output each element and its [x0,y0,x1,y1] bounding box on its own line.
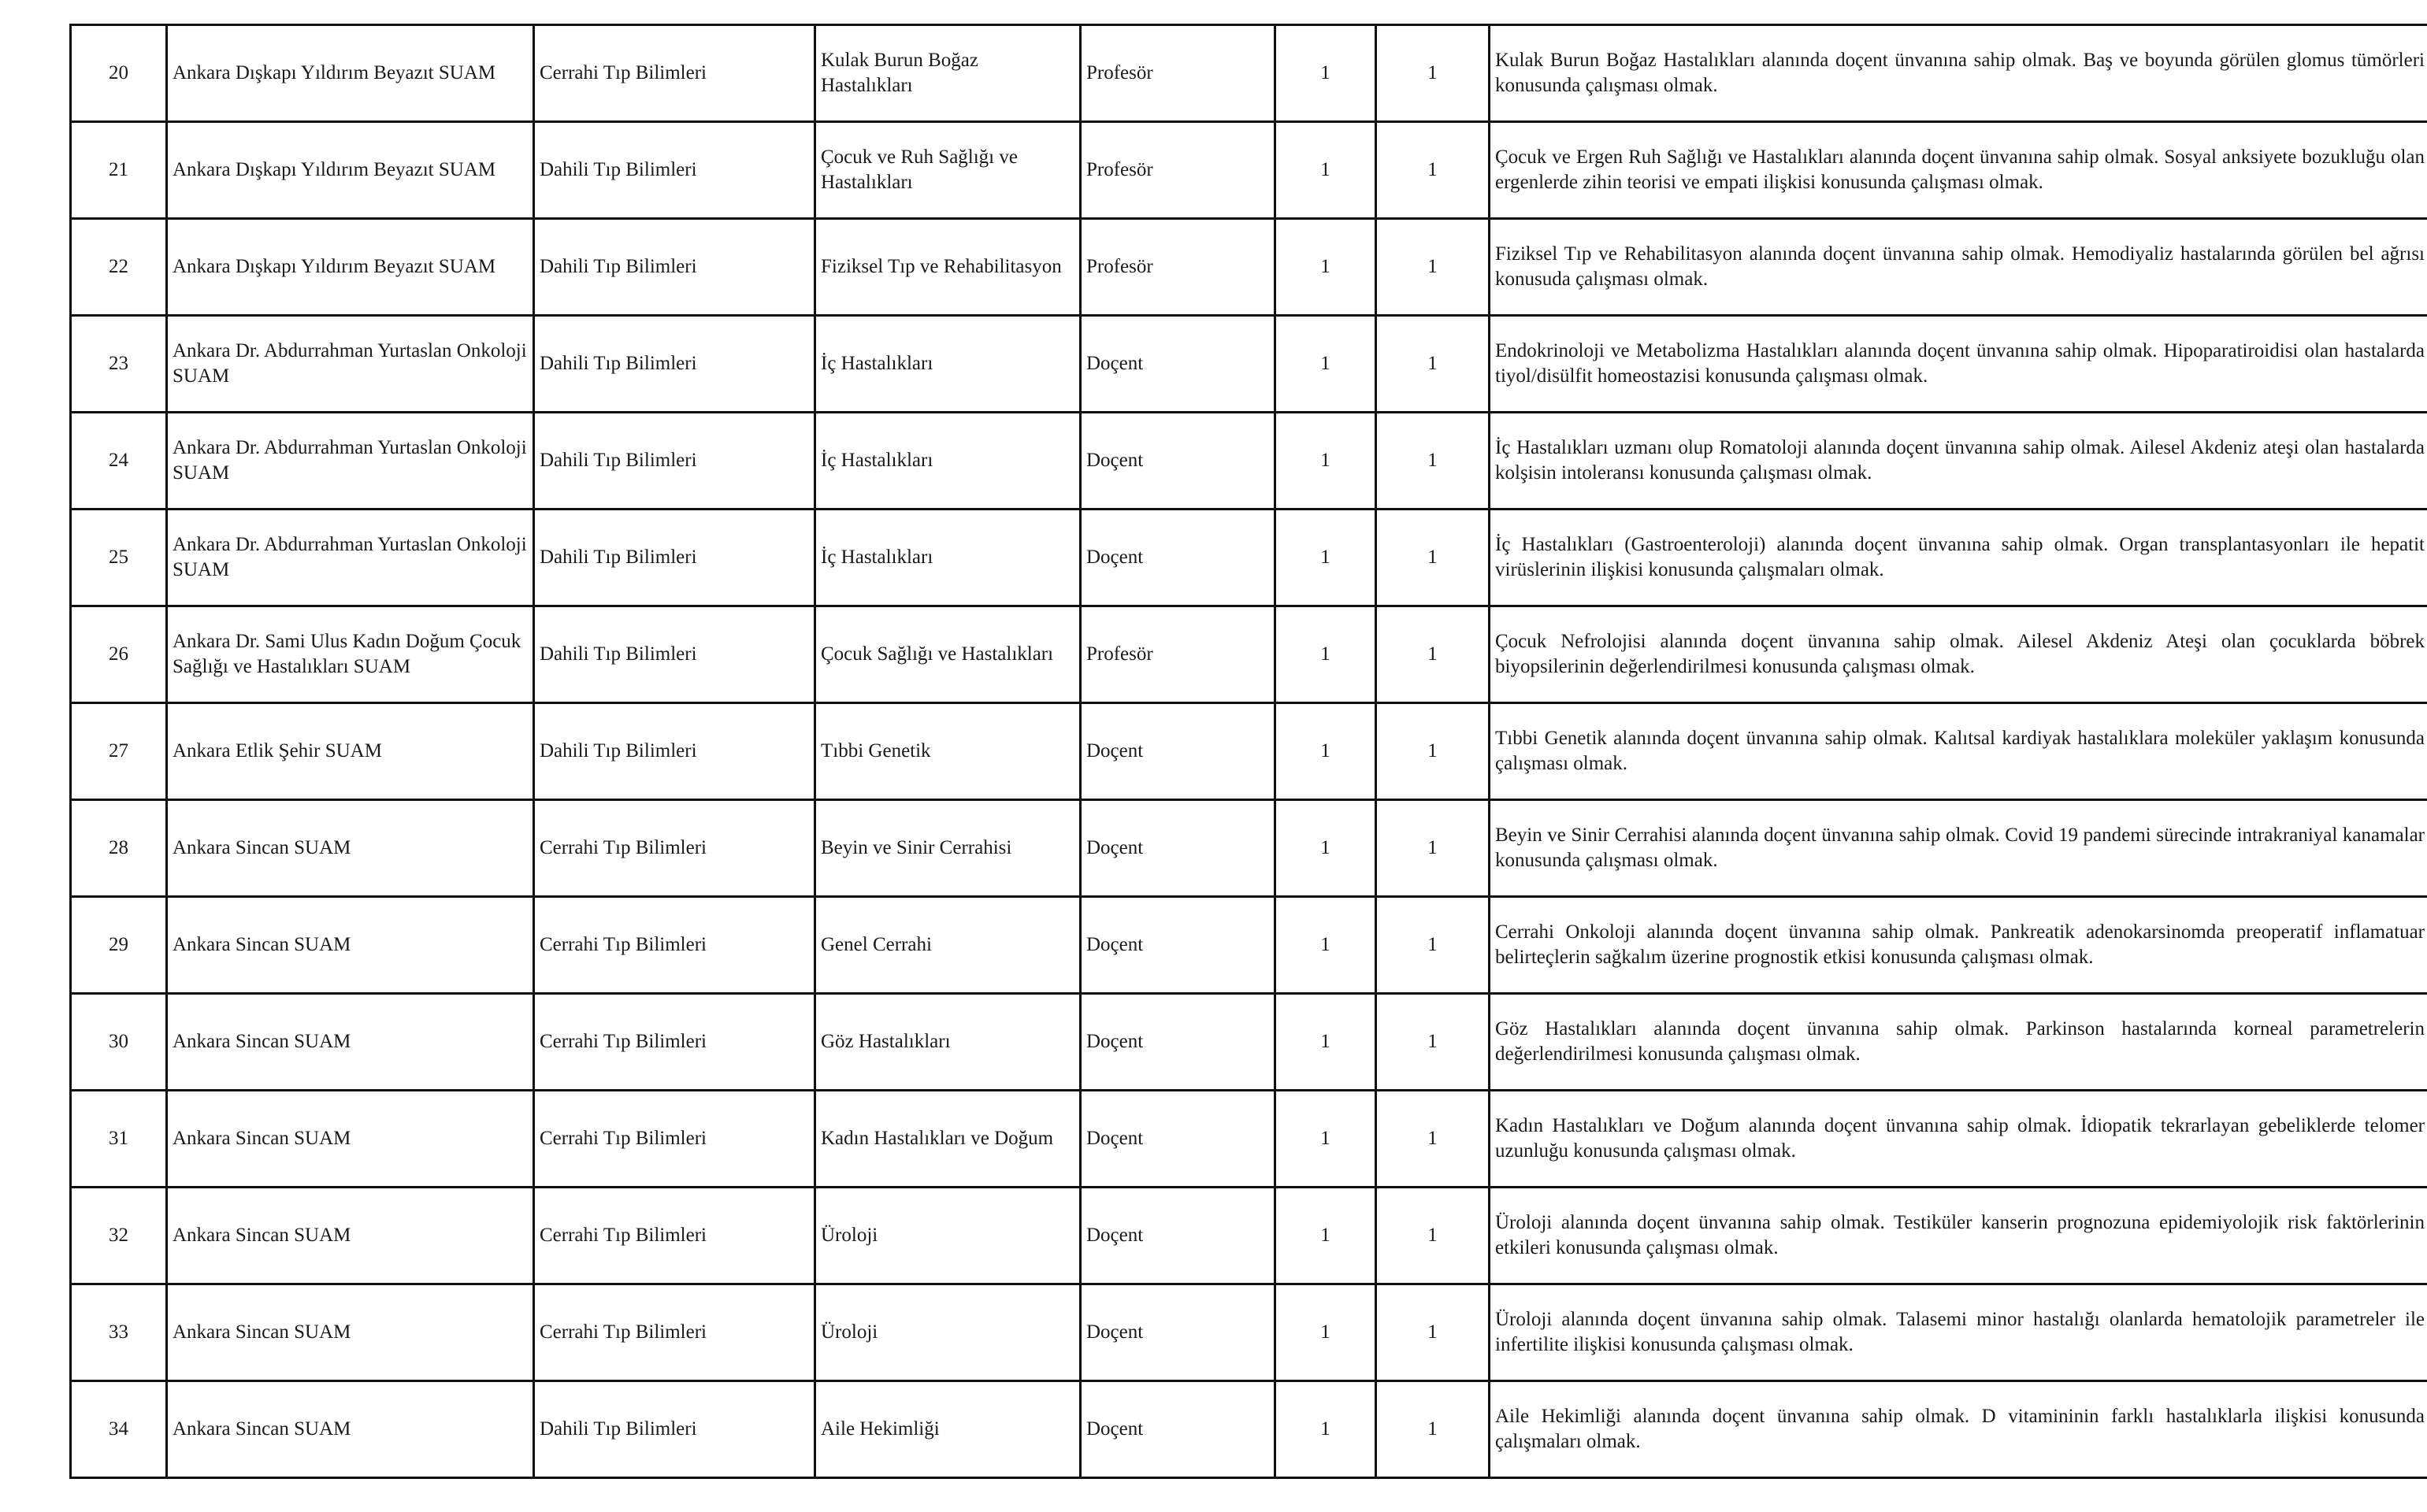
department-cell: Dahili Tıp Bilimleri [534,510,815,606]
institution-cell: Ankara Dr. Abdurrahman Yurtaslan Onkoloji SUAM [167,510,534,606]
table-row [71,219,2427,316]
academic-title-cell: Doçent [1081,703,1275,800]
institution-cell: Ankara Dışkapı Yıldırım Beyazıt SUAM [167,25,534,122]
condition-cell: Tıbbi Genetik alanında doçent ünvanına sahip olmak. Kalıtsal kardiyak hastalıklara moleküler yaklaşım konusunda çalışması olmak. [1490,703,2427,800]
academic-title-cell: Doçent [1081,1381,1275,1478]
position-count-cell: 1 [1275,606,1376,703]
specialty-cell: Beyin ve Sinir Cerrahisi [815,800,1081,897]
academic-title-cell: Doçent [1081,800,1275,897]
row-number: 23 [71,316,167,413]
row-number: 34 [71,1381,167,1478]
position-count-cell: 1 [1376,413,1490,510]
institution-cell: Ankara Dışkapı Yıldırım Beyazıt SUAM [167,219,534,316]
institution-cell: Ankara Sincan SUAM [167,897,534,994]
position-count-cell: 1 [1275,25,1376,122]
academic-title-cell: Doçent [1081,1188,1275,1284]
condition-cell: İç Hastalıkları (Gastroenteroloji) alanında doçent ünvanına sahip olmak. Organ transplantasyonları ile hepatit virüslerinin ilişkisi konusunda çalışmaları olmak. [1490,510,2427,606]
condition-cell: Kadın Hastalıkları ve Doğum alanında doçent ünvanına sahip olmak. İdiopatik tekrarlayan gebeliklerde telomer uzunluğu konusunda çalışması olmak. [1490,1091,2427,1188]
position-count-cell: 1 [1275,800,1376,897]
specialty-cell: Üroloji [815,1188,1081,1284]
specialty-cell: Fiziksel Tıp ve Rehabilitasyon [815,219,1081,316]
table-body [71,25,2427,1478]
specialty-cell: Çocuk Sağlığı ve Hastalıkları [815,606,1081,703]
condition-cell: Cerrahi Onkoloji alanında doçent ünvanına sahip olmak. Pankreatik adenokarsinomda preoperatif inflamatuar belirteçlerin sağkalım üzerine prognostik etkisi konusunda çalışması olmak. [1490,897,2427,994]
position-count-cell: 1 [1275,122,1376,219]
position-count-cell: 1 [1376,606,1490,703]
position-count-cell: 1 [1275,413,1376,510]
academic-title-cell: Doçent [1081,994,1275,1091]
table-row [71,994,2427,1091]
condition-cell: Üroloji alanında doçent ünvanına sahip olmak. Talasemi minor hastalığı olanlarda hematolojik parametreler ile infertilite ilişkisi konusunda çalışması olmak. [1490,1284,2427,1381]
department-cell: Dahili Tıp Bilimleri [534,219,815,316]
institution-cell: Ankara Etlik Şehir SUAM [167,703,534,800]
specialty-cell: Genel Cerrahi [815,897,1081,994]
institution-cell: Ankara Dr. Abdurrahman Yurtaslan Onkoloji SUAM [167,316,534,413]
department-cell: Dahili Tıp Bilimleri [534,122,815,219]
table-row [71,800,2427,897]
position-count-cell: 1 [1275,1188,1376,1284]
academic-title-cell: Doçent [1081,1091,1275,1188]
table-row [71,122,2427,219]
table-row [71,1188,2427,1284]
academic-title-cell: Profesör [1081,122,1275,219]
position-count-cell: 1 [1275,219,1376,316]
position-count-cell: 1 [1376,316,1490,413]
condition-cell: Beyin ve Sinir Cerrahisi alanında doçent ünvanına sahip olmak. Covid 19 pandemi sürecinde intrakraniyal kanamalar konusunda çalışması olmak. [1490,800,2427,897]
row-number: 31 [71,1091,167,1188]
row-number: 20 [71,25,167,122]
table-row [71,413,2427,510]
specialty-cell: Kulak Burun Boğaz Hastalıkları [815,25,1081,122]
institution-cell: Ankara Sincan SUAM [167,800,534,897]
table-row [71,606,2427,703]
department-cell: Cerrahi Tıp Bilimleri [534,1091,815,1188]
table-row [71,1284,2427,1381]
table-row [71,25,2427,122]
condition-cell: Göz Hastalıkları alanında doçent ünvanına sahip olmak. Parkinson hastalarında korneal parametrelerin değerlendirilmesi konusunda çalışması olmak. [1490,994,2427,1091]
academic-title-cell: Doçent [1081,316,1275,413]
academic-title-cell: Doçent [1081,510,1275,606]
row-number: 29 [71,897,167,994]
row-number: 32 [71,1188,167,1284]
department-cell: Cerrahi Tıp Bilimleri [534,1284,815,1381]
department-cell: Dahili Tıp Bilimleri [534,606,815,703]
position-count-cell: 1 [1275,703,1376,800]
specialty-cell: Göz Hastalıkları [815,994,1081,1091]
position-count-cell: 1 [1376,25,1490,122]
table-row [71,1381,2427,1478]
position-count-cell: 1 [1376,1381,1490,1478]
position-count-cell: 1 [1275,994,1376,1091]
condition-cell: Fiziksel Tıp ve Rehabilitasyon alanında doçent ünvanına sahip olmak. Hemodiyaliz hastalarında görülen bel ağrısı konusuda çalışması olmak. [1490,219,2427,316]
position-count-cell: 1 [1376,703,1490,800]
position-count-cell: 1 [1275,510,1376,606]
row-number: 21 [71,122,167,219]
department-cell: Cerrahi Tıp Bilimleri [534,1188,815,1284]
specialty-cell: Kadın Hastalıkları ve Doğum [815,1091,1081,1188]
institution-cell: Ankara Sincan SUAM [167,1284,534,1381]
institution-cell: Ankara Sincan SUAM [167,994,534,1091]
position-count-cell: 1 [1275,1381,1376,1478]
row-number: 33 [71,1284,167,1381]
department-cell: Dahili Tıp Bilimleri [534,316,815,413]
department-cell: Cerrahi Tıp Bilimleri [534,25,815,122]
row-number: 27 [71,703,167,800]
row-number: 30 [71,994,167,1091]
department-cell: Dahili Tıp Bilimleri [534,1381,815,1478]
position-count-cell: 1 [1376,1091,1490,1188]
position-count-cell: 1 [1376,897,1490,994]
position-count-cell: 1 [1275,1284,1376,1381]
department-cell: Dahili Tıp Bilimleri [534,703,815,800]
department-cell: Dahili Tıp Bilimleri [534,413,815,510]
academic-title-cell: Profesör [1081,606,1275,703]
table-row [71,1091,2427,1188]
specialty-cell: Çocuk ve Ruh Sağlığı ve Hastalıkları [815,122,1081,219]
department-cell: Cerrahi Tıp Bilimleri [534,994,815,1091]
specialty-cell: Aile Hekimliği [815,1381,1081,1478]
table-row [71,703,2427,800]
academic-title-cell: Doçent [1081,1284,1275,1381]
institution-cell: Ankara Sincan SUAM [167,1381,534,1478]
specialty-cell: İç Hastalıkları [815,316,1081,413]
institution-cell: Ankara Dışkapı Yıldırım Beyazıt SUAM [167,122,534,219]
position-count-cell: 1 [1275,897,1376,994]
condition-cell: Aile Hekimliği alanında doçent ünvanına sahip olmak. D vitamininin farklı hastalıklarla ilişkisi konusunda çalışmaları olmak. [1490,1381,2427,1478]
academic-title-cell: Profesör [1081,219,1275,316]
table-row [71,316,2427,413]
position-count-cell: 1 [1376,1284,1490,1381]
table-row [71,897,2427,994]
academic-title-cell: Doçent [1081,413,1275,510]
institution-cell: Ankara Dr. Abdurrahman Yurtaslan Onkoloji SUAM [167,413,534,510]
institution-cell: Ankara Sincan SUAM [167,1188,534,1284]
academic-title-cell: Profesör [1081,25,1275,122]
institution-cell: Ankara Dr. Sami Ulus Kadın Doğum Çocuk Sağlığı ve Hastalıkları SUAM [167,606,534,703]
condition-cell: İç Hastalıkları uzmanı olup Romatoloji alanında doçent ünvanına sahip olmak. Ailesel Akdeniz ateşi olan hastalarda kolşisin intoleransı konusunda çalışması olmak. [1490,413,2427,510]
row-number: 25 [71,510,167,606]
academic-title-cell: Doçent [1081,897,1275,994]
department-cell: Cerrahi Tıp Bilimleri [534,897,815,994]
position-count-cell: 1 [1376,800,1490,897]
position-count-cell: 1 [1376,510,1490,606]
position-count-cell: 1 [1275,1091,1376,1188]
specialty-cell: Tıbbi Genetik [815,703,1081,800]
row-number: 26 [71,606,167,703]
faculty-positions-table [69,24,2427,1479]
row-number: 28 [71,800,167,897]
condition-cell: Endokrinoloji ve Metabolizma Hastalıkları alanında doçent ünvanına sahip olmak. Hipoparatiroidisi olan hastalarda tiyol/disülfit homeostazisi konusunda çalışması olmak. [1490,316,2427,413]
row-number: 24 [71,413,167,510]
condition-cell: Çocuk ve Ergen Ruh Sağlığı ve Hastalıkları alanında doçent ünvanına sahip olmak. Sosyal anksiyete bozukluğu olan ergenlerde zihin teorisi ve empati ilişkisi konusunda çalışması olmak. [1490,122,2427,219]
specialty-cell: Üroloji [815,1284,1081,1381]
position-count-cell: 1 [1376,122,1490,219]
condition-cell: Çocuk Nefrolojisi alanında doçent ünvanına sahip olmak. Ailesel Akdeniz Ateşi olan çocuklarda böbrek biyopsilerinin değerlendirilmesi konusunda çalışması olmak. [1490,606,2427,703]
position-count-cell: 1 [1376,994,1490,1091]
table-row [71,510,2427,606]
condition-cell: Kulak Burun Boğaz Hastalıkları alanında doçent ünvanına sahip olmak. Baş ve boyunda görülen glomus tümörleri konusunda çalışması olmak. [1490,25,2427,122]
row-number: 22 [71,219,167,316]
position-count-cell: 1 [1376,1188,1490,1284]
institution-cell: Ankara Sincan SUAM [167,1091,534,1188]
specialty-cell: İç Hastalıkları [815,413,1081,510]
position-count-cell: 1 [1376,219,1490,316]
specialty-cell: İç Hastalıkları [815,510,1081,606]
condition-cell: Üroloji alanında doçent ünvanına sahip olmak. Testiküler kanserin prognozuna epidemiyolojik risk faktörlerinin etkileri konusunda çalışması olmak. [1490,1188,2427,1284]
department-cell: Cerrahi Tıp Bilimleri [534,800,815,897]
position-count-cell: 1 [1275,316,1376,413]
